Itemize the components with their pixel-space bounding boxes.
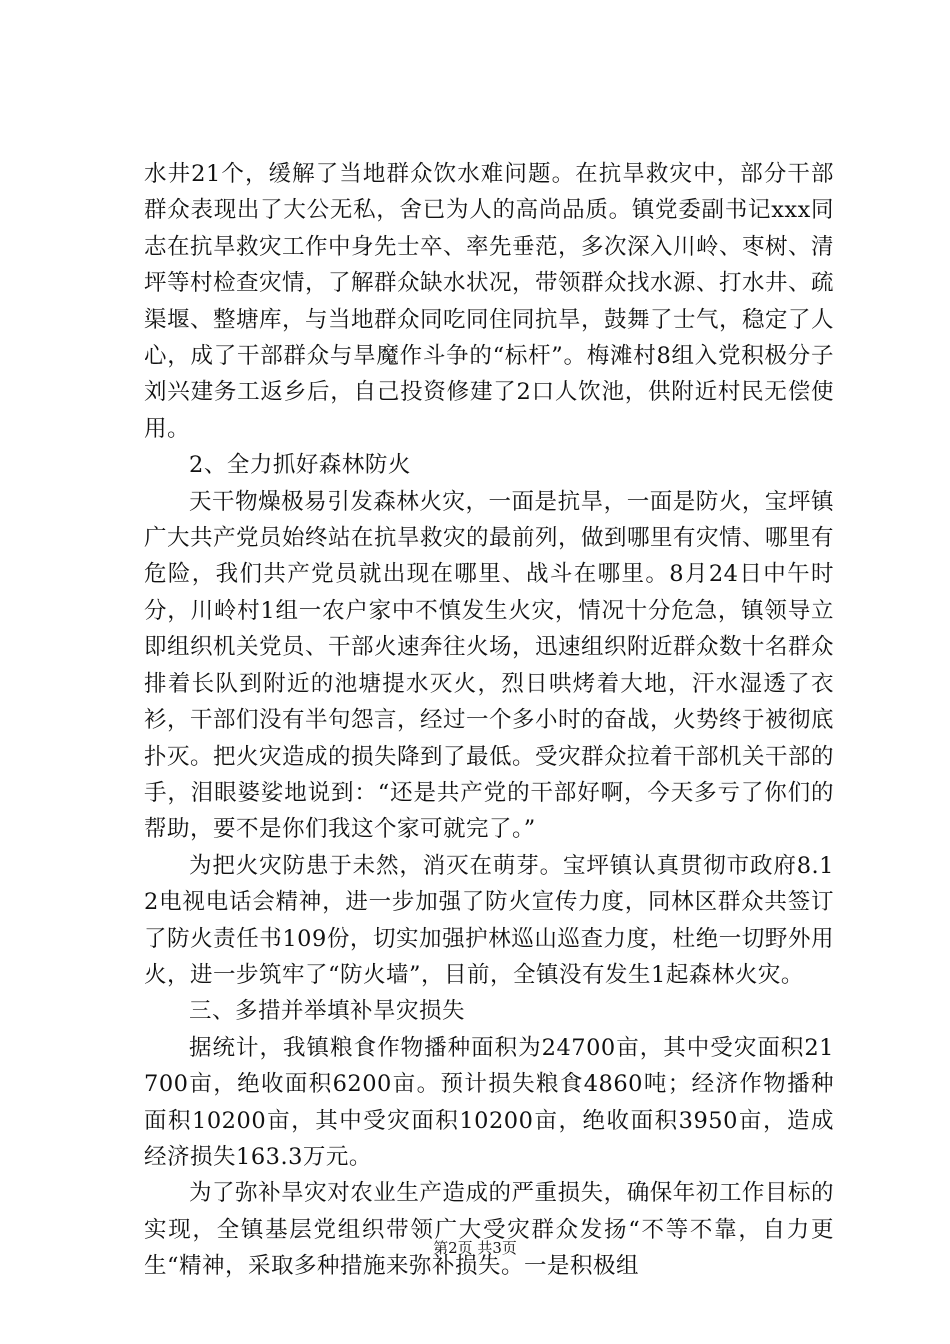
paragraph: 天干物燥极易引发森林火灾，一面是抗旱，一面是防火，宝坪镇广大共产党员始终站在抗旱救灾的最前列，做到哪里有灾情、哪里有危险，我们共产党员就出现在哪里、战斗在哪里。8月24日中午时分，川岭村1组一农户家中不慎发生火灾，情况十分危急，镇领导立即组织机关党员、干部火速奔往火场，迅速组织附近群众数十名群众排着长队到附近的池塘提水灭火，烈日哄烤着大地，汗水湿透了衣衫，干部们没有半句怨言，经过一个多小时的奋战，火势终于被彻底扑灭。把火灾造成的损失降到了最低。受灾群众拉着干部机关干部的手，泪眼婆娑地说到：“还是共产党的干部好啊，今天多亏了你们的帮助，要不是你们我这个家可就完了。” bbox=[144, 488, 835, 843]
paragraph: 为了弥补旱灾对农业生产造成的严重损失，确保年初工作目标的实现，全镇基层党组织带领广大受灾群众发扬“不等不靠，自力更生“精神，采取多种措施来弥补损失。一是积极组 bbox=[144, 1180, 834, 1280]
page-total: 共3页 bbox=[477, 1239, 517, 1257]
page-footer bbox=[0, 1238, 950, 1258]
paragraph: 据统计，我镇粮食作物播种面积为24700亩，其中受灾面积21700亩，绝收面积6200亩。预计损失粮食4860吨；经济作物播种面积10200亩，其中受灾面积10200亩，绝收面积3950亩，造成经济损失163.3万元。 bbox=[144, 1034, 834, 1170]
paragraph: 水井21个，缓解了当地群众饮水难问题。在抗旱救灾中，部分干部群众表现出了大公无私，舍已为人的高尚品质。镇党委副书记xxx同志在抗旱救灾工作中身先士卒、率先垂范，多次深入川岭、枣树、清坪等村检查灾情，了解群众缺水状况，带领群众找水源、打水井、疏渠堰、整塘库，与当地群众同吃同住同抗旱，鼓舞了士气，稳定了人心，成了干部群众与旱魔作斗争的“标杆”。梅滩村8组入党积极分子刘兴建务工返乡后，自己投资修建了2口人饮池，供附近村民无偿使用。 bbox=[144, 161, 835, 442]
page-number: 第2页 bbox=[433, 1239, 473, 1257]
document-body bbox=[144, 156, 834, 1285]
section-heading: 2、全力抓好森林防火 bbox=[189, 452, 411, 479]
section-heading: 三、多措并举填补旱灾损失 bbox=[189, 998, 466, 1025]
paragraph: 为把火灾防患于未然，消灭在萌芽。宝坪镇认真贯彻市政府8.12电视电话会精神，进一步加强了防火宣传力度，同林区群众共签订了防火责任书109份，切实加强护林巡山巡查力度，杜绝一切野外用火，进一步筑牢了“防火墙”，目前，全镇没有发生1起森林火灾。 bbox=[144, 852, 834, 988]
